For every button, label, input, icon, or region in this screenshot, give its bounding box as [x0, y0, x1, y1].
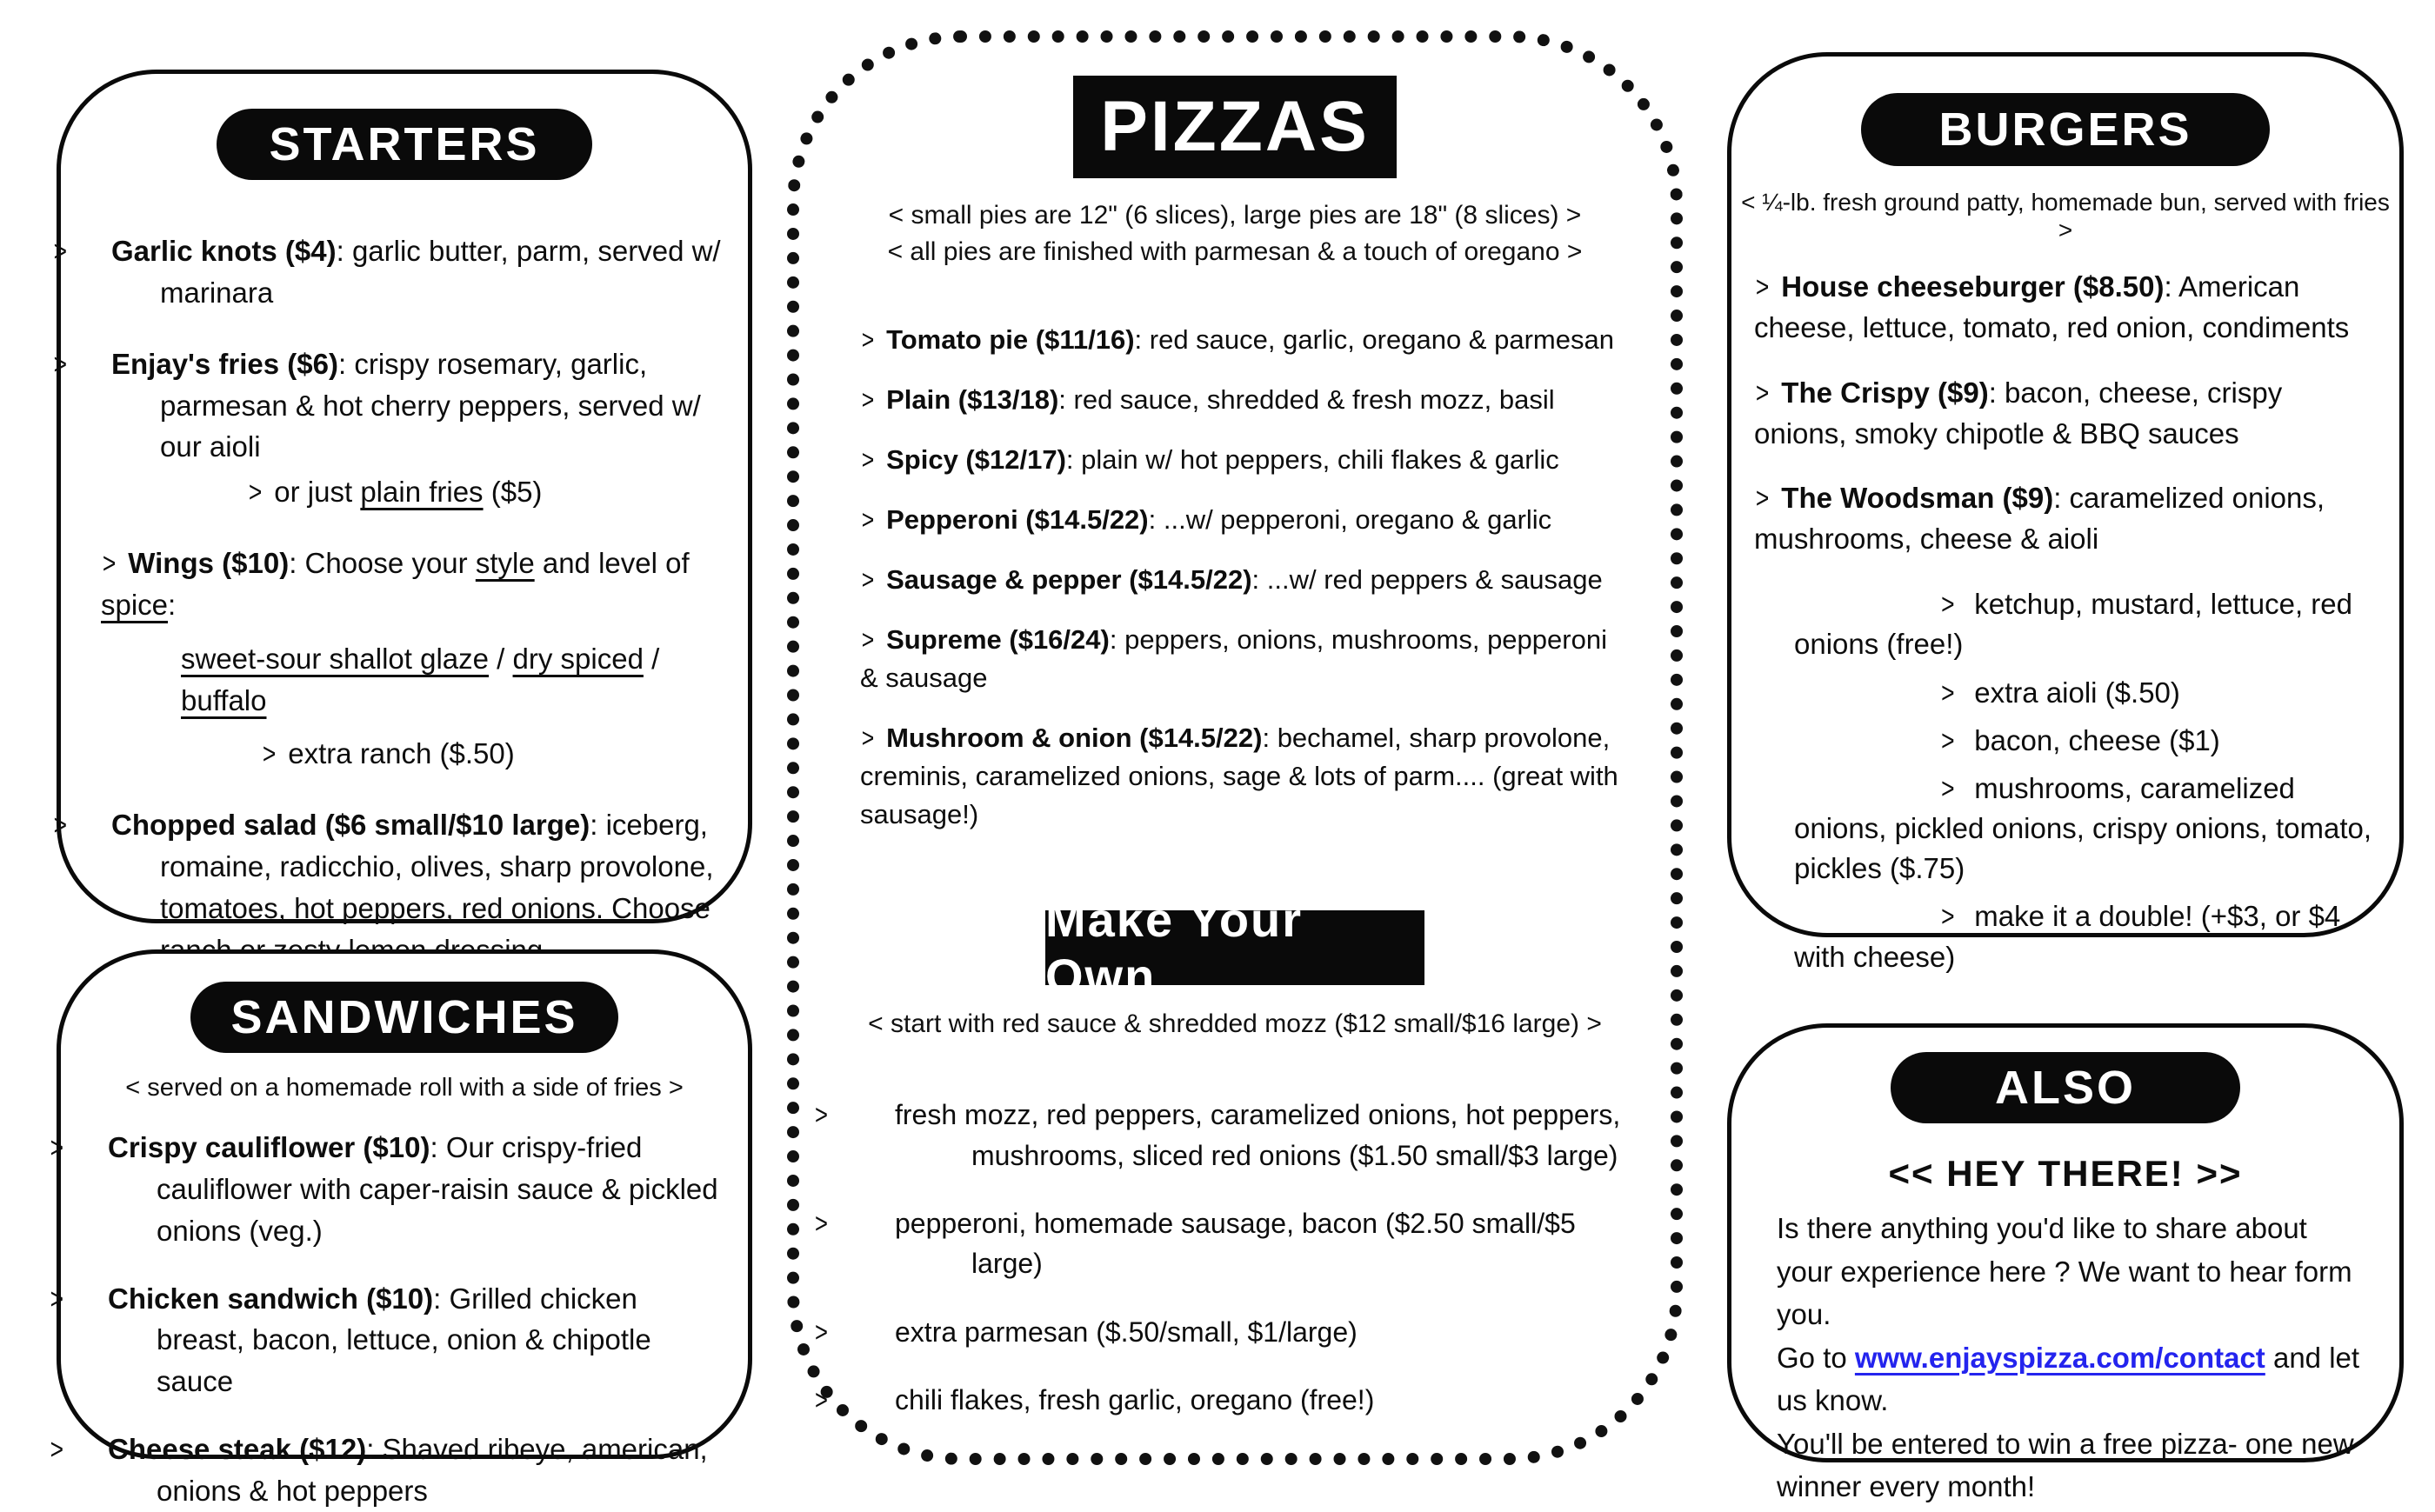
item-desc: iceberg, romaine, radicchio, olives, sharp provolone, tomatoes, hot peppers, red onions. Choose	[160, 809, 714, 924]
bullet-chevron: >	[1755, 482, 1770, 515]
style-option: dry spiced	[512, 642, 644, 675]
hey-there-heading: << HEY THERE! >>	[1888, 1153, 2243, 1194]
item-name: House cheeseburger ($8.50)	[1781, 270, 2165, 303]
item-desc: plain w/ hot peppers, chili flakes & garlic	[1081, 444, 1559, 476]
item-sep: :	[2053, 482, 2070, 515]
menu-item-wings	[101, 543, 722, 775]
item-name: Spicy ($12/17)	[886, 444, 1066, 476]
menu-item-plain	[860, 381, 1631, 419]
item-desc: Shaved ribeye, american, onions & hot peppers	[157, 1433, 708, 1507]
addon-text: mushrooms, caramelized onions, pickled onions, crispy onions, tomato, pickles ($.75)	[1794, 771, 2372, 885]
feedback-line	[1777, 1336, 2363, 1422]
burgers-note: < ¼-lb. fresh ground patty, homemade bun, served with fries >	[1741, 189, 2390, 243]
bullet-chevron: >	[1941, 588, 1955, 621]
option-text: extra ranch ($.50)	[288, 737, 515, 770]
sandwiches-list	[50, 1127, 748, 1512]
item-desc: red sauce, shredded & fresh mozz, basil	[1073, 384, 1555, 416]
item-desc: garlic butter, parm, served w/ marinara	[160, 235, 721, 309]
pizzas-finish-note: < all pies are finished with parmesan & a touch of oregano >	[887, 237, 1583, 266]
addon-text: ketchup, mustard, lettuce, red onions (free!)	[1794, 588, 2353, 661]
menu-item-pepperoni	[860, 501, 1631, 539]
item-sep: :	[433, 1282, 450, 1315]
pizzas-title: PIZZAS	[1100, 87, 1370, 166]
item-name: Chicken sandwich ($10)	[108, 1282, 434, 1315]
item-desc: peppers, onions, mushrooms, pepperoni & sausage	[860, 624, 1607, 694]
sandwiches-title: SANDWICHES	[230, 991, 578, 1043]
item-desc: crispy rosemary, garlic, parmesan & hot cherry peppers, served w/ our aioli	[160, 347, 701, 463]
bullet-chevron: >	[1941, 771, 1955, 804]
menu-item-garlic-knots: > Garlic knots ($4): garlic butter, parm, served w/ marinara	[53, 235, 721, 309]
burgers-title: BURGERS	[1938, 103, 2192, 156]
underlined-style: style	[475, 547, 535, 580]
item-name: Cheese steak ($12)	[108, 1433, 367, 1466]
item-name: Sausage & pepper ($14.5/22)	[886, 564, 1252, 596]
feedback-text: and let us know.	[1777, 1341, 2360, 1416]
item-sep: :	[1988, 376, 2005, 409]
also-title: ALSO	[1994, 1062, 2136, 1114]
menu-item-tomato-pie	[860, 321, 1631, 359]
bullet-chevron: >	[1941, 676, 1955, 709]
addon-item	[1794, 769, 2375, 889]
item-sep: :	[366, 1433, 383, 1466]
burgers-section	[1727, 52, 2404, 973]
starters-section	[53, 70, 752, 924]
item-desc: bacon, cheese, crispy onions, smoky chipotle & BBQ sauces	[1754, 376, 2283, 450]
menu-item-supreme	[860, 621, 1631, 697]
feedback-line: Is there anything you'd like to share about your experience here ? We want to hear form you.	[1777, 1212, 2352, 1330]
bullet-chevron: >	[861, 324, 875, 355]
style-option: buffalo	[181, 683, 267, 716]
menu-item-chopped-salad: > Chopped salad ($6 small/$10 large): iceberg, romaine, radicchio, olives, sharp provolone, tomatoes, hot peppers, red onions. Choose	[101, 804, 722, 970]
item-desc: :	[168, 588, 177, 621]
pizzas-size-note: < small pies are 12" (6 slices), large pies are 18" (8 slices) >	[888, 201, 1582, 230]
menu-item-house-cheeseburger	[1754, 267, 2382, 349]
item-name: Mushroom & onion ($14.5/22)	[886, 723, 1263, 754]
item-sep: :	[430, 1131, 446, 1163]
bullet-chevron: >	[861, 444, 875, 476]
bullet-chevron: >	[1755, 270, 1770, 303]
burger-addons-list	[1794, 584, 2375, 977]
topping-text: extra parmesan ($.50/small, $1/large)	[895, 1316, 1358, 1348]
make-your-own-header	[1045, 892, 1424, 1004]
addon-item	[1794, 673, 2375, 713]
bullet-chevron: >	[262, 737, 277, 770]
topping-item: > fresh mozz, red peppers, caramelized onions, hot peppers, mushrooms, sliced red onions ($1.50 small/$3 large)	[815, 1099, 1621, 1171]
item-sep: :	[2164, 270, 2178, 303]
starters-header	[217, 109, 592, 180]
item-sep: :	[337, 347, 355, 380]
starters-list	[53, 230, 748, 971]
topping-text: fresh mozz, red peppers, caramelized onions, hot peppers, mushrooms, sliced red onions ($1.50 small/$3 large)	[895, 1099, 1621, 1171]
topping-item: > chili flakes, fresh garlic, oregano (free!)	[815, 1384, 1375, 1416]
topping-text: chili flakes, fresh garlic, oregano (free!)	[895, 1384, 1375, 1416]
item-name: The Crispy ($9)	[1781, 376, 1989, 409]
item-name: Garlic knots ($4)	[111, 235, 337, 267]
item-sep: :	[1058, 384, 1074, 416]
item-desc: American cheese, lettuce, tomato, red onion, condiments	[1754, 270, 2350, 343]
item-sep: :	[590, 809, 606, 842]
item-name: Supreme ($16/24)	[886, 624, 1110, 656]
wings-style-options	[101, 638, 722, 722]
pizzas-header	[1073, 76, 1397, 178]
sandwiches-note: < served on a homemade roll with a side of fries >	[125, 1074, 684, 1102]
bullet-chevron: >	[1755, 376, 1770, 409]
menu-item-sausage-pepper	[860, 561, 1631, 599]
make-your-own-title: Make Your Own	[1045, 892, 1304, 1004]
style-option: sweet-sour shallot glaze	[181, 642, 490, 675]
addon-item	[1794, 584, 2375, 664]
item-desc: Our crispy-fried cauliflower with caper-raisin sauce & pickled onions (veg.)	[157, 1131, 718, 1247]
addon-item	[1794, 896, 2375, 976]
burgers-list	[1731, 267, 2399, 560]
item-name: Wings ($10)	[128, 547, 290, 580]
bullet-chevron: >	[861, 504, 875, 536]
menu-item-enjays-fries: > Enjay's fries ($6): crispy rosemary, garlic, parmesan & hot cherry peppers, served w/ our aioli > or just plain fries ($5)	[101, 343, 722, 513]
item-name: Tomato pie ($11/16)	[886, 324, 1135, 355]
also-header	[1891, 1052, 2240, 1123]
addon-item	[1794, 721, 2375, 761]
topping-text: pepperoni, homemade sausage, bacon ($2.50 small/$5 large)	[895, 1207, 1576, 1280]
bullet-chevron: >	[1941, 723, 1955, 756]
item-desc: Grilled chicken breast, bacon, lettuce, onion & chipotle sauce	[157, 1282, 651, 1398]
item-name: Crispy cauliflower ($10)	[108, 1131, 430, 1163]
menu-item-cheese-steak: > Cheese steak ($12): Shaved ribeye, american, onions & hot peppers	[50, 1433, 708, 1507]
make-your-own-list	[799, 1095, 1671, 1420]
bullet-chevron: >	[861, 723, 875, 754]
sandwiches-header	[190, 982, 618, 1053]
option-text: or just	[274, 476, 361, 509]
item-desc: and level of	[534, 547, 690, 580]
bullet-chevron: >	[102, 547, 117, 580]
item-desc: bechamel, sharp provolone, creminis, caramelized onions, sage & lots of parm.... (great with sausage!)	[860, 723, 1618, 830]
topping-item: > pepperoni, homemade sausage, bacon ($2.50 small/$5 large)	[815, 1207, 1576, 1280]
addon-text: extra aioli ($.50)	[1974, 676, 2180, 709]
bullet-chevron: >	[861, 564, 875, 596]
item-sep: :	[1148, 504, 1164, 536]
menu-item-crispy-cauliflower: > Crispy cauliflower ($10): Our crispy-fried cauliflower with caper-raisin sauce & pickled onions (veg.)	[50, 1131, 718, 1247]
menu-item-the-crispy	[1754, 373, 2382, 455]
item-name: The Woodsman ($9)	[1781, 482, 2054, 515]
also-section	[1727, 1023, 2404, 1502]
item-sep: :	[1134, 324, 1150, 355]
underlined-spice: spice	[101, 588, 169, 621]
wings-extra-ranch	[101, 733, 722, 775]
pizzas-section	[787, 30, 1683, 1465]
item-desc: Choose your	[304, 547, 476, 580]
option-price: ($5)	[483, 476, 543, 509]
style-sep: /	[489, 642, 513, 675]
option-underlined: plain fries	[360, 476, 484, 509]
menu-item-mushroom-onion	[860, 719, 1631, 834]
topping-item: > extra parmesan ($.50/small, $1/large)	[815, 1316, 1358, 1348]
item-name: Pepperoni ($14.5/22)	[886, 504, 1149, 536]
item-desc: red sauce, garlic, oregano & parmesan	[1149, 324, 1614, 355]
item-sep: :	[1251, 564, 1267, 596]
item-sep: :	[1065, 444, 1082, 476]
item-desc: ...w/ pepperoni, oregano & garlic	[1163, 504, 1552, 536]
wings-line	[101, 543, 722, 626]
item-name: Plain ($13/18)	[886, 384, 1059, 416]
bullet-chevron: >	[861, 384, 875, 416]
item-desc: caramelized onions, mushrooms, cheese & aioli	[1754, 482, 2325, 556]
bullet-chevron: >	[861, 624, 875, 656]
addon-text: make it a double! (+$3, or $4 with cheese)	[1794, 900, 2341, 973]
starters-title: STARTERS	[269, 118, 540, 170]
item-sep: :	[336, 235, 352, 267]
item-desc: ...w/ red peppers & sausage	[1266, 564, 1603, 596]
item-name: Chopped salad ($6 small/$10 large)	[111, 809, 590, 842]
addon-text: bacon, cheese ($1)	[1974, 723, 2220, 756]
menu-item-the-woodsman	[1754, 478, 2382, 560]
item-sep: :	[289, 547, 305, 580]
sandwiches-section	[50, 949, 752, 1507]
item-sep: :	[1262, 723, 1278, 754]
style-sep: /	[643, 642, 660, 675]
contact-link[interactable]: www.enjayspizza.com/contact	[1854, 1341, 2265, 1374]
feedback-line: You'll be entered to win a free pizza- one new winner every month!	[1777, 1427, 2354, 1502]
menu-item-spicy	[860, 441, 1631, 479]
menu-item-chicken-sandwich: > Chicken sandwich ($10): Grilled chicken breast, bacon, lettuce, onion & chipotle sauce	[50, 1282, 651, 1398]
item-name: Enjay's fries ($6)	[111, 347, 338, 380]
plain-fries-option	[160, 471, 722, 513]
bullet-chevron: >	[1941, 900, 1955, 933]
pizzas-list	[799, 321, 1671, 834]
feedback-text: Go to	[1777, 1341, 1855, 1374]
item-sep: :	[1109, 624, 1125, 656]
make-your-own-note: < start with red sauce & shredded mozz ($12 small/$16 large) >	[868, 1009, 1602, 1039]
bullet-chevron: >	[248, 476, 263, 509]
burgers-header	[1861, 93, 2270, 166]
feedback-paragraph	[1731, 1207, 2399, 1509]
